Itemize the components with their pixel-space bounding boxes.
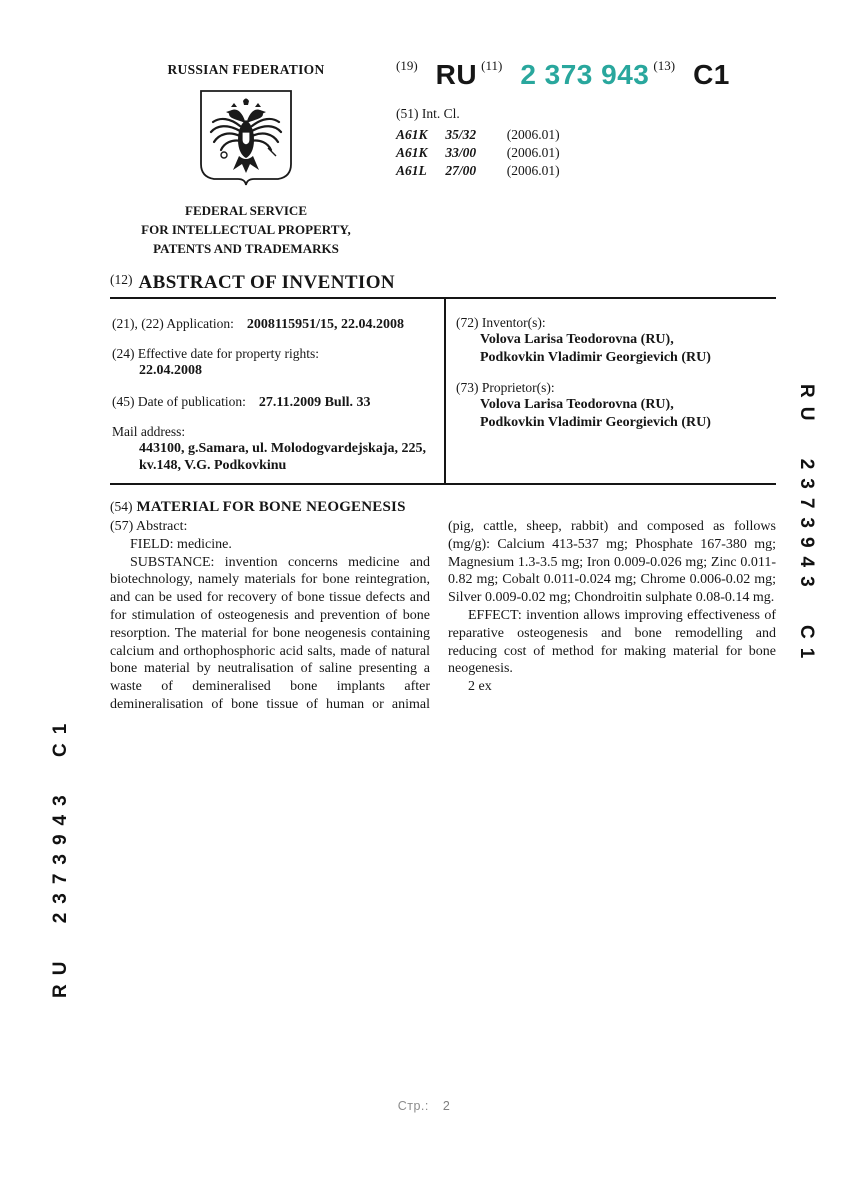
abstract-continuation: (pig, cattle, sheep, rabbit) and composed as follows (mg/g): Calcium 413-537 mg; Phosphate 167-380 mg; Magnesium 1.3-3.5 mg; Iron 0.009-0.026 mg; Zinc 0.011-0.82 mg; Cobalt 0.011-0.024 mg; Chrome 0.006-0.02 mg; Silver 0.009-0.02 mg; Chondroitin sulphate 0.08-0.14 mg. — [448, 519, 776, 606]
proprietor-name: Volova Larisa Teodorovna (RU), — [480, 397, 674, 412]
office-name — [108, 201, 384, 258]
int-cl-label: (51) Int. Cl. — [396, 106, 460, 121]
abstract-substance: SUBSTANCE: invention concerns medicine and biotechnology, namely materials for bone reintegration, and can be used for recovery of bone tissue defects and for stimulation of osteogenesis and prevention of bone resorption. The material for bone neogenesis containing calcium and orthophosphoric acid salts, made of natural bone material by neutralisation of saline presenting a waste of demineralised bone implants after demineralisation of bone tissue of human or animal — [110, 554, 430, 712]
int-cl-subcode: 35/32 — [445, 127, 477, 142]
int-cl-list — [396, 126, 776, 180]
mail-address-line: 443100, g.Samara, ul. Molodogvardejskaja, 225, — [139, 440, 426, 456]
int-cl-year: (2006.01) — [506, 145, 560, 160]
int-cl-code: A61K — [396, 145, 428, 160]
int-cl-year: (2006.01) — [506, 163, 560, 178]
effective-date-value: 22.04.2008 — [139, 363, 202, 378]
publication-date-label: (45) Date of publication: — [112, 393, 246, 409]
inventors-label: (72) Inventor(s): — [456, 315, 546, 330]
publication-date-row — [112, 393, 432, 411]
biblio-left-column — [110, 299, 446, 483]
invention-title-row — [110, 498, 776, 516]
kind-code: C1 — [693, 59, 730, 90]
abstract-right-column — [448, 518, 776, 714]
office-line: FEDERAL SERVICE — [185, 203, 307, 218]
invention-title-number: (54) — [110, 499, 133, 514]
publication-code-row — [396, 58, 776, 98]
header-left — [108, 62, 384, 258]
abstract-left-column — [110, 518, 430, 714]
inid-code-11: (11) — [481, 58, 503, 73]
inid-code-13: (13) — [653, 58, 676, 73]
doc-type-title: ABSTRACT OF INVENTION — [138, 272, 396, 293]
country-code: RU — [435, 59, 478, 90]
country-name: RUSSIAN FEDERATION — [167, 62, 325, 77]
int-cl-subcode: 33/00 — [445, 145, 477, 160]
int-cl-code: A61K — [396, 127, 428, 142]
application-row — [112, 315, 432, 333]
int-cl-subcode: 27/00 — [445, 163, 477, 178]
int-cl-row — [396, 144, 776, 162]
page-label: Стр.: — [397, 1099, 429, 1113]
biblio-right-column — [446, 299, 776, 483]
mail-address-line: kv.148, V.G. Podkovkinu — [139, 458, 287, 473]
biblio-table — [110, 297, 776, 485]
header-right — [396, 58, 776, 180]
abstract-label: (57) Abstract: — [110, 519, 188, 534]
abstract-examples: 2 ex — [468, 679, 492, 695]
int-cl-row — [396, 126, 776, 144]
abstract-field: FIELD: medicine. — [130, 536, 232, 552]
doc-type-row — [110, 272, 776, 294]
int-cl-year: (2006.01) — [506, 127, 560, 142]
effective-date-label: (24) Effective date for property rights: — [112, 346, 320, 361]
inventor-name: Volova Larisa Teodorovna (RU), — [480, 332, 674, 347]
inventor-name: Podkovkin Vladimir Georgievich (RU) — [480, 350, 711, 365]
application-label: (21), (22) Application: — [112, 316, 234, 331]
page-footer — [0, 1099, 848, 1113]
mail-address-row — [112, 424, 432, 475]
application-value: 2008115951/15, 22.04.2008 — [246, 317, 404, 332]
effective-date-row — [112, 346, 432, 380]
office-line: FOR INTELLECTUAL PROPERTY, — [141, 222, 351, 237]
proprietors-row — [456, 380, 776, 432]
invention-title: MATERIAL FOR BONE NEOGENESIS — [136, 499, 406, 515]
page-number: 2 — [442, 1099, 451, 1113]
int-cl-row — [396, 162, 776, 180]
abstract-effect: EFFECT: invention allows improving effectiveness of reparative osteogenesis and bone remodelling and reducing cost of method for making material for bone neogenesis. — [448, 607, 776, 677]
abstract-section — [110, 518, 776, 714]
publication-date-value: 27.11.2009 Bull. 33 — [258, 394, 371, 410]
mail-address-label: Mail address: — [112, 423, 186, 439]
publication-number: 2 373 943 — [520, 59, 650, 90]
inventors-row — [456, 315, 776, 367]
int-cl-code: A61L — [396, 163, 427, 178]
doc-type-number: (12) — [110, 272, 133, 287]
office-line: PATENTS AND TRADEMARKS — [153, 241, 339, 256]
sidebar-right-patent-number: RU 2373943 C1 — [796, 384, 817, 668]
sidebar-left-patent-number: RU 2373943 C1 — [50, 714, 71, 998]
coat-of-arms-icon — [198, 88, 294, 188]
inid-code-19: (19) — [396, 58, 418, 73]
proprietor-name: Podkovkin Vladimir Georgievich (RU) — [480, 415, 711, 430]
proprietors-label: (73) Proprietor(s): — [456, 380, 555, 395]
